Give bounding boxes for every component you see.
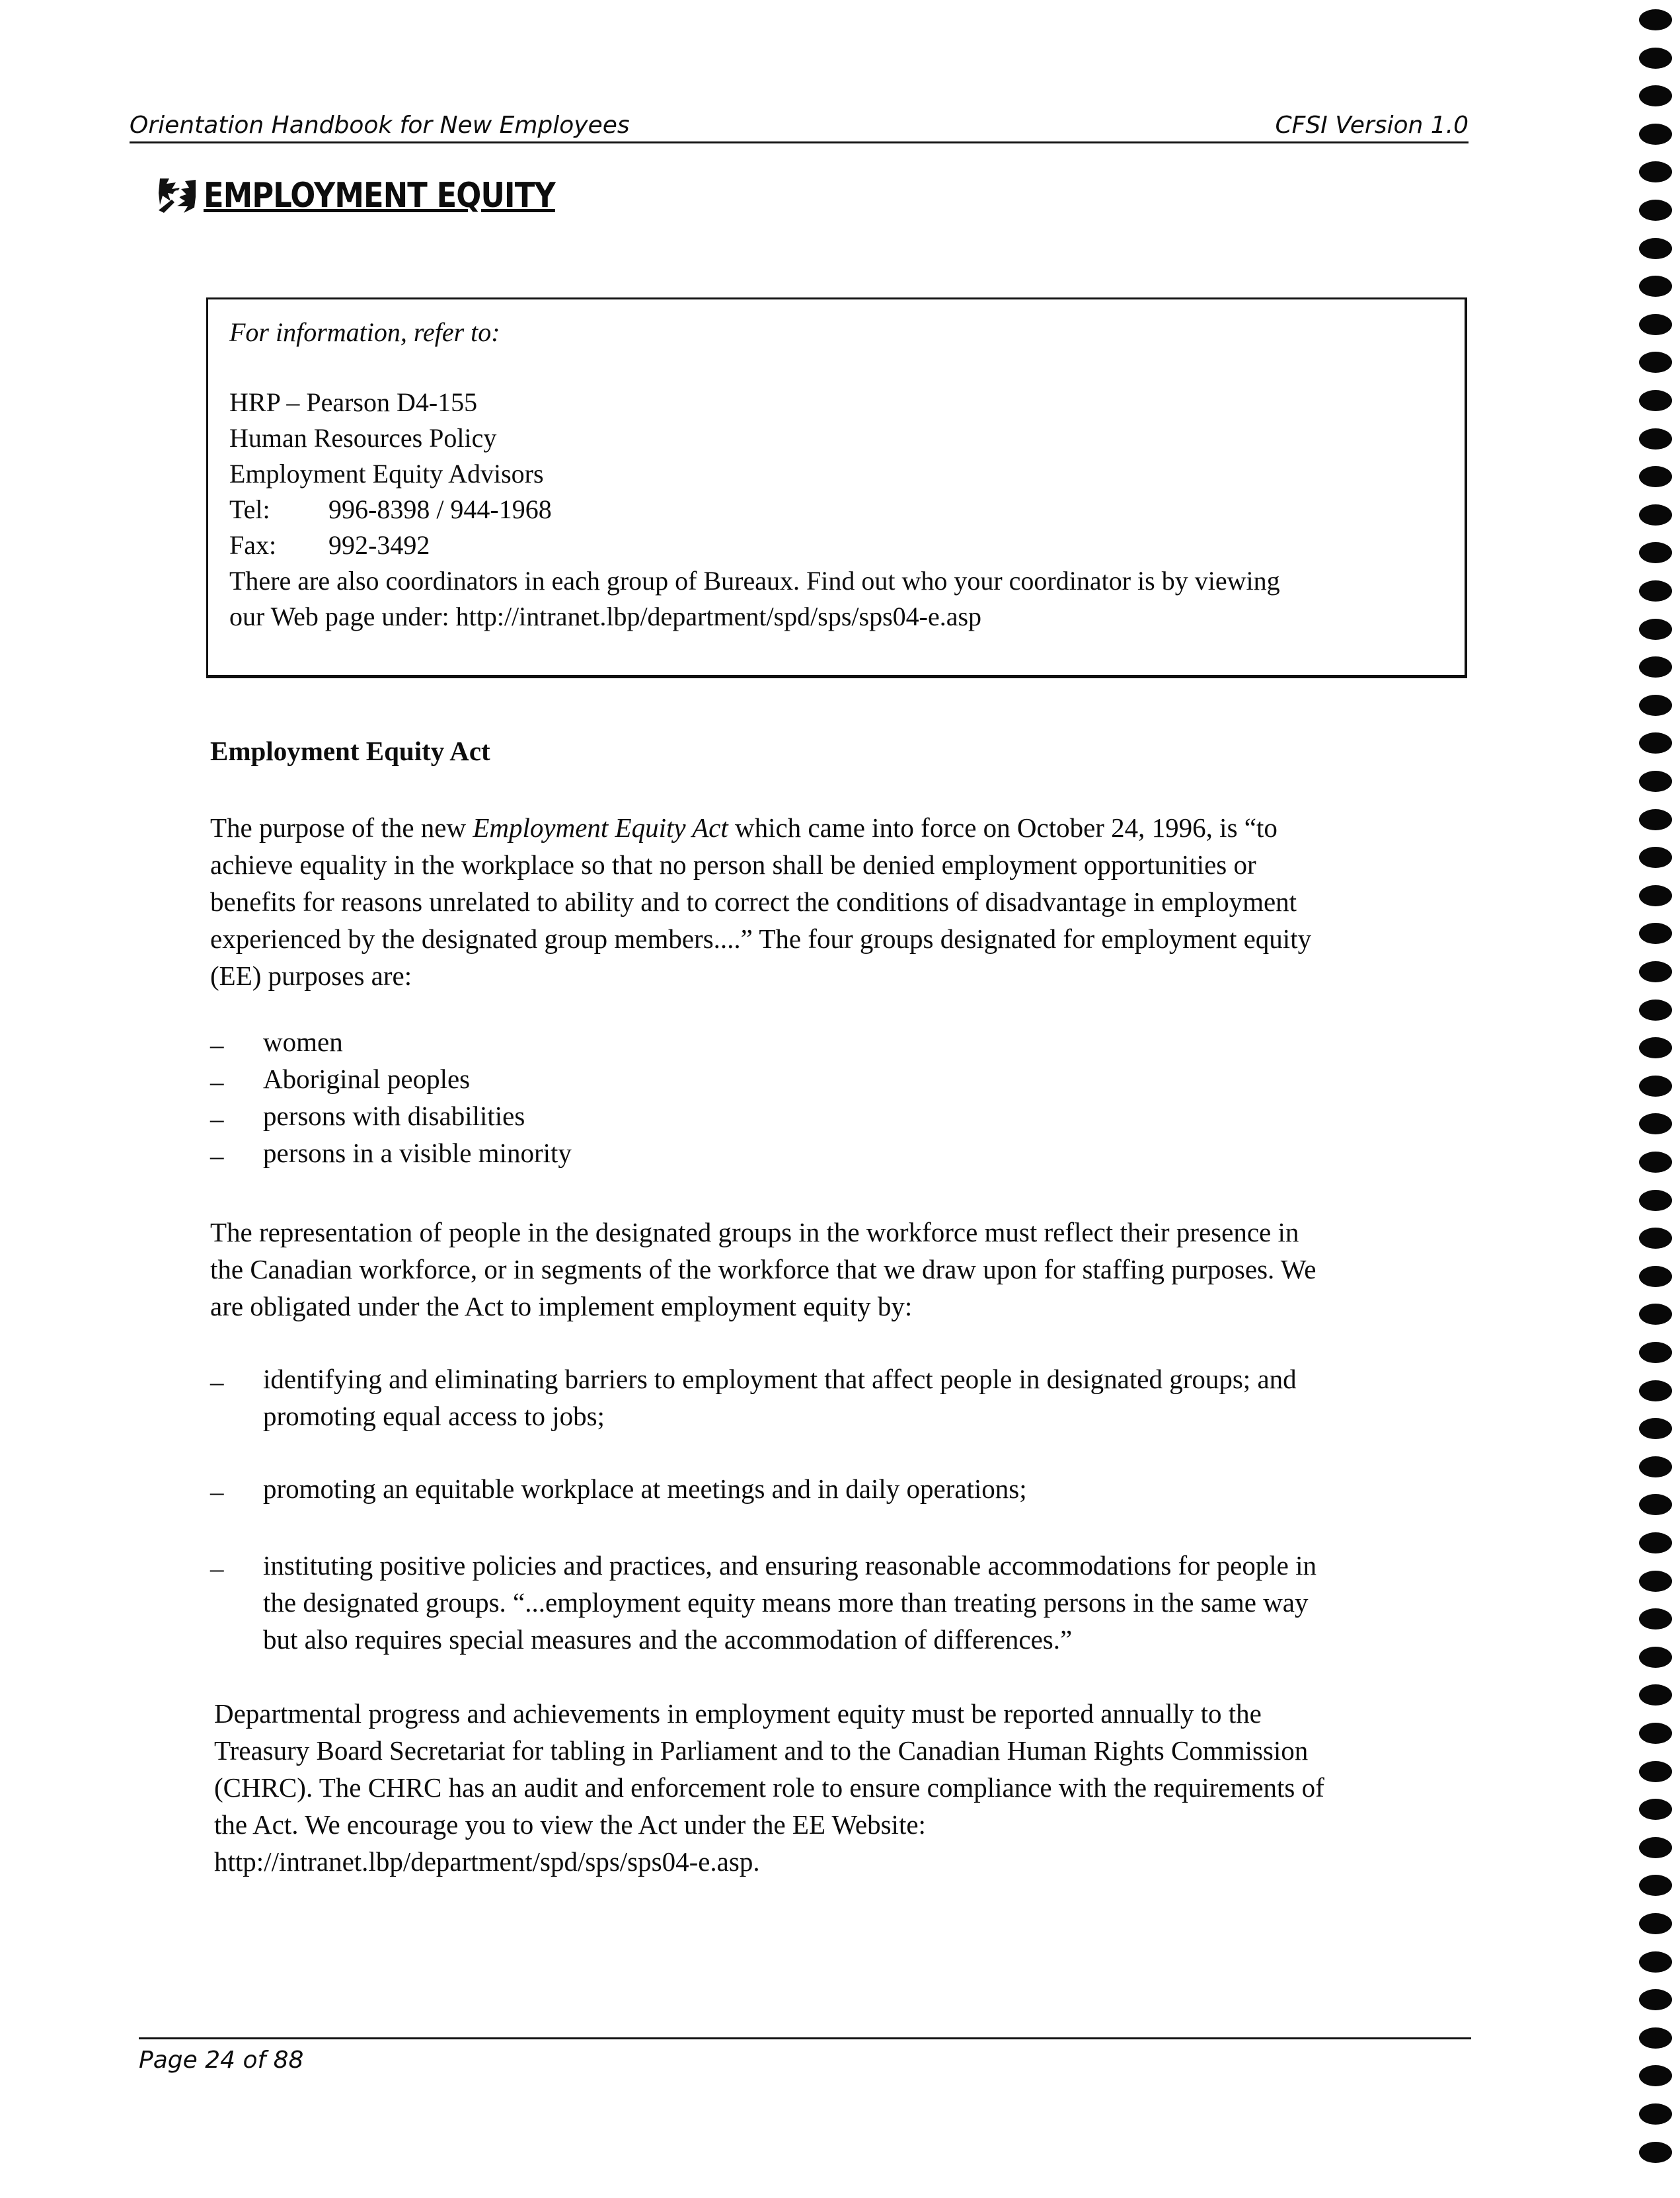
- binding-hole: [1639, 542, 1672, 563]
- binding-hole: [1639, 1532, 1672, 1553]
- binding-hole: [1639, 161, 1672, 182]
- binding-hole: [1639, 276, 1672, 297]
- bullet-dash: –: [210, 1103, 224, 1134]
- binding-hole: [1639, 1190, 1672, 1211]
- binding-holes: [1634, 0, 1680, 2198]
- binding-hole: [1639, 885, 1672, 906]
- binding-hole: [1639, 809, 1672, 830]
- action-item: promoting equal access to jobs;: [263, 1401, 605, 1431]
- binding-hole: [1639, 1837, 1672, 1858]
- bullet-dash: –: [210, 1140, 224, 1171]
- binding-hole: [1639, 656, 1672, 678]
- action-item: promoting an equitable workplace at meetings and in daily operations;: [263, 1473, 1027, 1504]
- info-line: Human Resources Policy: [229, 423, 497, 453]
- info-box: [206, 297, 1467, 678]
- tel-label: Tel:: [229, 494, 270, 524]
- bullet-dash: –: [210, 1553, 224, 1583]
- info-line: Employment Equity Advisors: [229, 459, 544, 489]
- binding-hole: [1639, 238, 1672, 259]
- header-title: Orientation Handbook for New Employees: [130, 112, 630, 139]
- binding-hole: [1639, 428, 1672, 450]
- paragraph-line: (CHRC). The CHRC has an audit and enforcement role to ensure compliance with the requirements of: [214, 1772, 1324, 1803]
- section-heading: Employment Equity Act: [210, 736, 490, 766]
- binding-hole: [1639, 48, 1672, 69]
- footer-rule: [139, 2037, 1471, 2039]
- info-intro: For information, refer to:: [229, 317, 500, 347]
- binding-hole: [1639, 961, 1672, 982]
- binding-hole: [1639, 314, 1672, 335]
- binding-hole: [1639, 1684, 1672, 1706]
- binding-hole: [1639, 619, 1672, 640]
- group-item: persons in a visible minority: [263, 1138, 572, 1168]
- info-line: HRP – Pearson D4-155: [229, 387, 478, 417]
- binding-hole: [1639, 1723, 1672, 1744]
- paragraph-line: The representation of people in the designated groups in the workforce must reflect their presence in: [210, 1217, 1299, 1247]
- binding-hole: [1639, 1799, 1672, 1820]
- binding-hole: [1639, 390, 1672, 411]
- binding-hole: [1639, 1913, 1672, 1934]
- bullet-dash: –: [210, 1366, 224, 1397]
- paragraph-line: Departmental progress and achievements in employment equity must be reported annually to the: [214, 1698, 1262, 1729]
- binding-hole: [1639, 1951, 1672, 1973]
- binding-hole: [1639, 1037, 1672, 1058]
- group-item: Aboriginal peoples: [263, 1064, 471, 1094]
- info-note: our Web page under: http://intranet.lbp/department/spd/sps/sps04-e.asp: [229, 602, 982, 631]
- binding-hole: [1639, 1761, 1672, 1782]
- section-title: EMPLOYMENT EQUITY: [204, 176, 555, 216]
- paragraph-line: achieve equality in the workplace so that no person shall be denied employment opportunities or: [210, 849, 1256, 880]
- binding-hole: [1639, 352, 1672, 373]
- binding-hole: [1639, 771, 1672, 792]
- binding-hole: [1639, 1494, 1672, 1515]
- maple-leaf-logo-icon: [156, 173, 198, 216]
- binding-hole: [1639, 1266, 1672, 1287]
- paragraph-line: experienced by the designated group members....” The four groups designated for employment equity: [210, 923, 1312, 954]
- binding-hole: [1639, 85, 1672, 106]
- binding-hole: [1639, 732, 1672, 754]
- action-item: the designated groups. “...employment equity means more than treating persons in the same way: [263, 1587, 1309, 1618]
- binding-hole: [1639, 1608, 1672, 1629]
- binding-hole: [1639, 200, 1672, 221]
- binding-hole: [1639, 1418, 1672, 1439]
- binding-hole: [1639, 1380, 1672, 1401]
- paragraph-line: benefits for reasons unrelated to ability and to correct the conditions of disadvantage in employment: [210, 886, 1297, 917]
- header-version: CFSI Version 1.0: [1275, 112, 1469, 139]
- binding-hole: [1639, 2027, 1672, 2049]
- binding-hole: [1639, 1152, 1672, 1173]
- paragraph-line: http://intranet.lbp/department/spd/sps/sps04-e.asp.: [214, 1846, 760, 1877]
- binding-hole: [1639, 9, 1672, 30]
- binding-hole: [1639, 1875, 1672, 1896]
- binding-hole: [1639, 2103, 1672, 2125]
- paragraph-line: Treasury Board Secretariat for tabling in Parliament and to the Canadian Human Rights Commission: [214, 1735, 1309, 1766]
- binding-hole: [1639, 580, 1672, 602]
- tel-value: 996-8398 / 944-1968: [328, 494, 552, 524]
- bullet-dash: –: [210, 1029, 224, 1060]
- paragraph-line: [210, 809, 1278, 846]
- binding-hole: [1639, 2065, 1672, 2086]
- binding-hole: [1639, 466, 1672, 487]
- binding-hole: [1639, 124, 1672, 145]
- binding-hole: [1639, 1647, 1672, 1668]
- group-item: persons with disabilities: [263, 1101, 525, 1131]
- paragraph-line: (EE) purposes are:: [210, 961, 412, 991]
- paragraph-line: the Act. We encourage you to view the Act under the EE Website:: [214, 1809, 926, 1840]
- binding-hole: [1639, 1456, 1672, 1477]
- p1-line-0: The purpose of the new Employment Equity Act which came into force on October 24, 1996, is “to: [210, 812, 1278, 843]
- binding-hole: [1639, 847, 1672, 868]
- paragraph-line: the Canadian workforce, or in segments of the workforce that we draw upon for staffing purposes. We: [210, 1254, 1317, 1284]
- fax-label: Fax:: [229, 530, 277, 560]
- act-title-italic: Employment Equity Act: [473, 812, 728, 843]
- binding-hole: [1639, 695, 1672, 716]
- bullet-dash: –: [210, 1476, 224, 1507]
- binding-hole: [1639, 1571, 1672, 1592]
- binding-hole: [1639, 504, 1672, 526]
- page-number: Page 24 of 88: [139, 2047, 304, 2074]
- action-item: instituting positive policies and practices, and ensuring reasonable accommodations for people in: [263, 1550, 1317, 1581]
- binding-hole: [1639, 1000, 1672, 1021]
- bullet-dash: –: [210, 1066, 224, 1097]
- info-note: There are also coordinators in each group of Bureaux. Find out who your coordinator is by viewing: [229, 566, 1280, 596]
- group-item: women: [263, 1027, 343, 1057]
- binding-hole: [1639, 923, 1672, 944]
- fax-value: 992-3492: [328, 530, 430, 560]
- action-item: identifying and eliminating barriers to employment that affect people in designated groups; and: [263, 1364, 1297, 1394]
- paragraph-line: are obligated under the Act to implement employment equity by:: [210, 1291, 913, 1321]
- binding-hole: [1639, 1304, 1672, 1325]
- binding-hole: [1639, 1989, 1672, 2010]
- binding-hole: [1639, 1113, 1672, 1134]
- info-fax: [229, 530, 430, 561]
- binding-hole: [1639, 1076, 1672, 1097]
- page-header: [130, 106, 1469, 143]
- binding-hole: [1639, 2142, 1672, 2163]
- binding-hole: [1639, 1342, 1672, 1363]
- info-tel: [229, 494, 552, 525]
- binding-hole: [1639, 1228, 1672, 1249]
- action-item: but also requires special measures and the accommodation of differences.”: [263, 1624, 1073, 1655]
